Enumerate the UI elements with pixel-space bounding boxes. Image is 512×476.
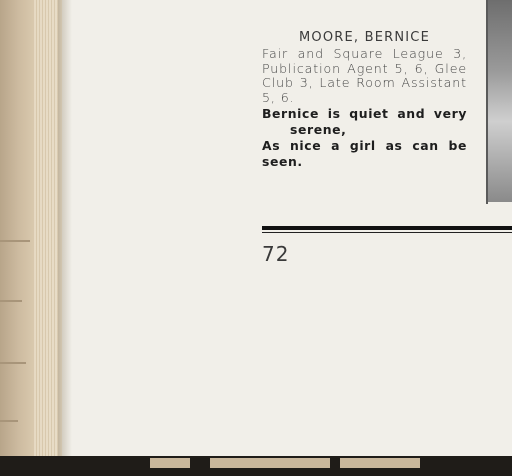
- student-verse: [262, 106, 467, 170]
- footer-rule-thin: [262, 232, 512, 233]
- footer-rule-thick: [262, 226, 512, 230]
- student-name: MOORE, BERNICE: [298, 30, 430, 45]
- student-activities: Fair and Square League 3, Publication Agent 5, 6, Glee Club 3, Late Room Assistant 5, 6.: [262, 46, 467, 105]
- paper-scrap: [150, 458, 190, 468]
- paper-scrap: [340, 458, 420, 468]
- verse-line-3: As nice a girl as can be seen.: [262, 138, 467, 169]
- gutter-shadow: [58, 0, 72, 462]
- page-stack-edge: [34, 0, 58, 462]
- verse-line-2: serene,: [290, 122, 347, 137]
- paper-scrap: [210, 458, 330, 468]
- verse-line-1: Bernice is quiet and very: [262, 106, 467, 121]
- page-number: 72: [262, 242, 290, 266]
- student-entry: [262, 30, 467, 170]
- student-photo: [488, 0, 512, 202]
